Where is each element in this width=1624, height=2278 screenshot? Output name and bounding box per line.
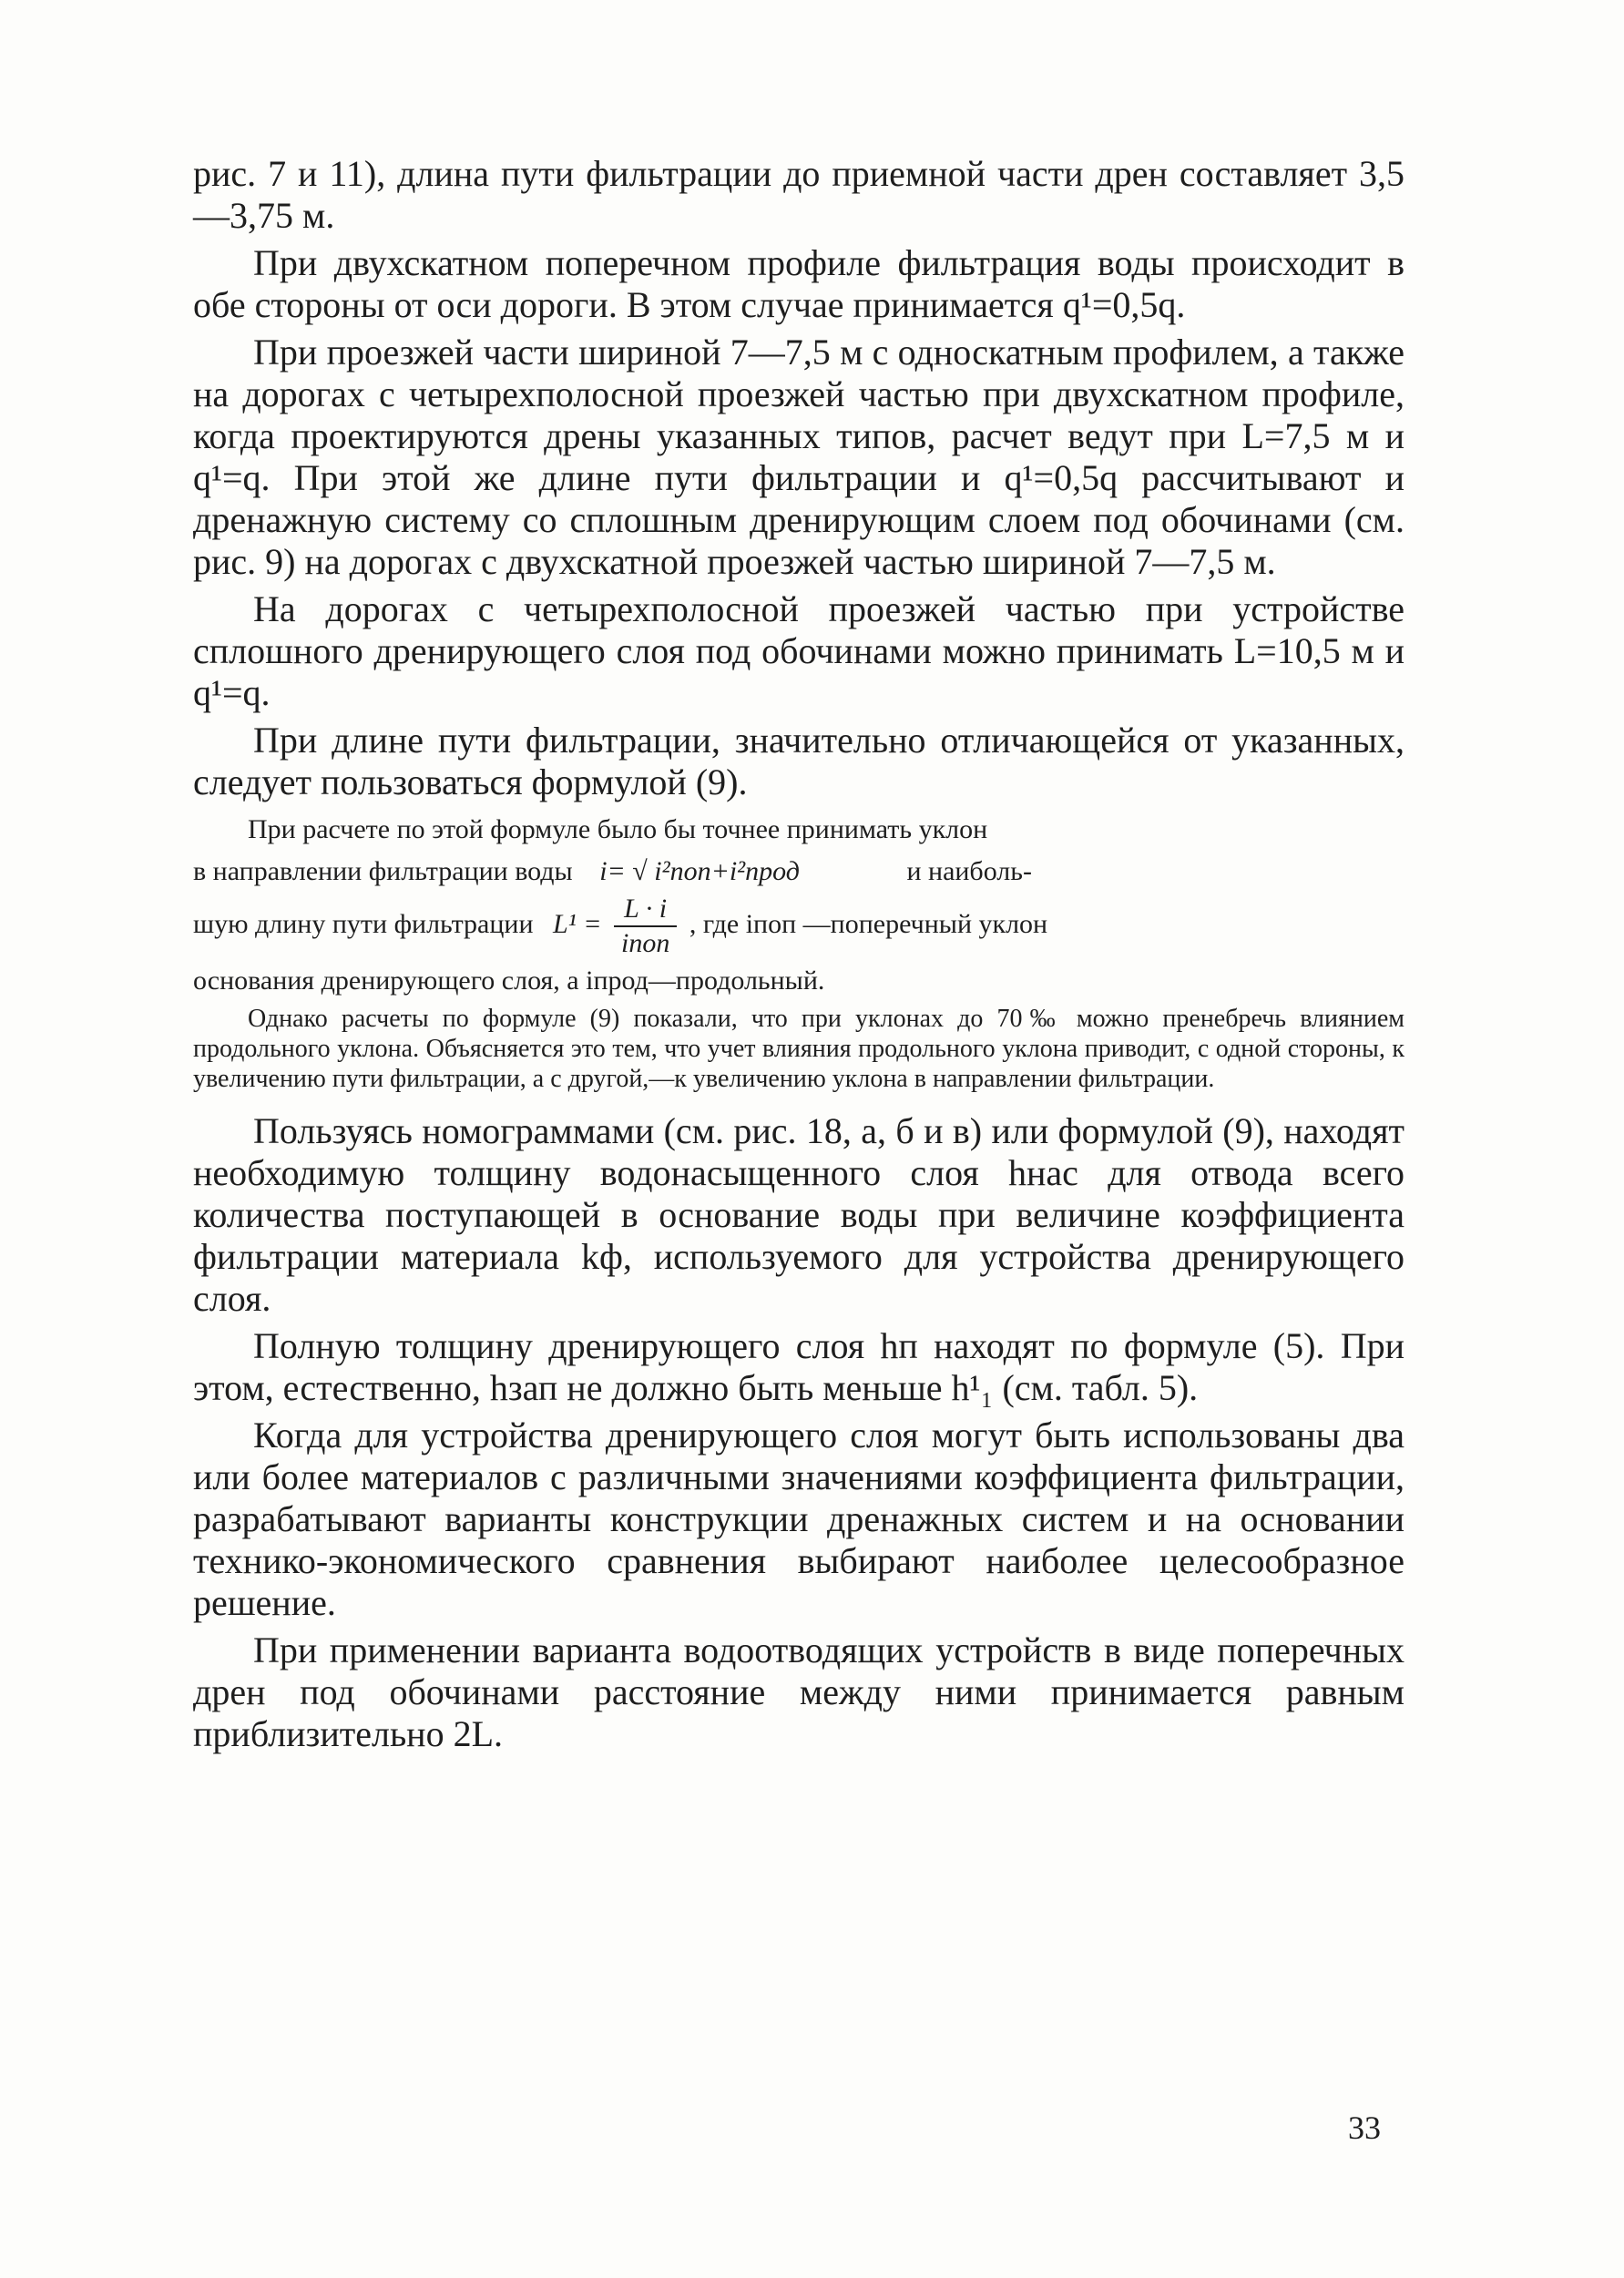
note-line-3-tail: , где iпоп —поперечный уклон [689,908,1048,939]
paragraph-four-lane-roads: На дорогах с четырехполосной проезжей частью при устройстве сплошного дренирующего слоя под обочинами можно принимать L=10,5 м и q¹=q. [193,588,1404,713]
paragraph-nomograms: Пользуясь номограммами (см. рис. 18, а, б и в) или формулой (9), находят необходимую толщину водонасыщенного слоя hнас для отвода всего количества поступающей в основание воды при величине коэффициента фильтрации материала kф, используемого для устройства дренирующего слоя. [193,1110,1404,1319]
paragraph-full-thickness: Полную толщину дренирующего слоя hп находят по формуле (5). При этом, естественно, hзап не должно быть меньше h¹₁ (см. табл. 5). [193,1325,1404,1408]
fraction-denominator: iпоп [620,928,670,958]
length-formula-lhs: L¹ = [553,908,602,939]
note-line-1: При расчете по этой формуле было бы точнее принимать уклон [248,814,988,844]
fraction-numerator: L · i [614,893,677,927]
slope-formula: i= √ i²поп+i²прод [599,856,800,886]
page-number: 33 [1348,2109,1381,2146]
note-line-2-tail: и наиболь- [906,856,1032,886]
length-formula-fraction [614,893,677,960]
note-line-3 [193,893,1404,960]
paragraph-single-slope-profile: При проезжей части шириной 7—7,5 м с односкатным профилем, а также на дорогах с четырехполосной проезжей частью при двухскатном профиле, когда проектируются дрены указанных типов, расчет ведут при L=7,5 м и q¹=q. При этой же длине пути фильтрации и q¹=0,5q рассчитывают и дренажную систему со сплошным дренирующим слоем под обочинами (см. рис. 9) на дорогах с двухскатной проезжей частью шириной 7—7,5 м. [193,332,1404,582]
paragraph-transverse-drains: При применении варианта водоотводящих устройств в виде поперечных дрен под обочинами расстояние между ними принимается равным приблизительно 2L. [193,1629,1404,1754]
paragraph-continuation: рис. 7 и 11), длина пути фильтрации до приемной части дрен составляет 3,5—3,75 м. [193,153,1404,236]
note-block [193,812,1404,998]
paragraph-material-variants: Когда для устройства дренирующего слоя могут быть использованы два или более материалов с различными значениями коэффициента фильтрации, разрабатывают варианты конструкции дренажных систем и на основании технико-экономического сравнения выбирают наиболее целесообразное решение. [193,1415,1404,1623]
text-column-top [193,153,1404,1761]
note-line-3-text: шую длину пути фильтрации [193,908,534,939]
footnote-paragraph: Однако расчеты по формуле (9) показали, что при уклонах до 70‰ можно пренебречь влиянием продольного уклона. Объясняется это тем, что учет влияния продольного уклона приводит, с одной стороны, к увеличению пути фильтрации, а с другой,—к увеличению уклона в направлении фильтрации. [193,1005,1404,1093]
note-line-2-text: в направлении фильтрации воды [193,856,573,886]
paragraph-two-slope-profile: При двухскатном поперечном профиле фильтрация воды происходит в обе стороны от оси дороги. В этом случае принимается q¹=0,5q. [193,242,1404,325]
note-line-4: основания дренирующего слоя, а iпрод—продольный. [193,965,825,996]
note-line-2 [193,851,1404,893]
paragraph-use-formula: При длине пути фильтрации, значительно отличающейся от указанных, следует пользоваться формулой (9). [193,720,1404,802]
